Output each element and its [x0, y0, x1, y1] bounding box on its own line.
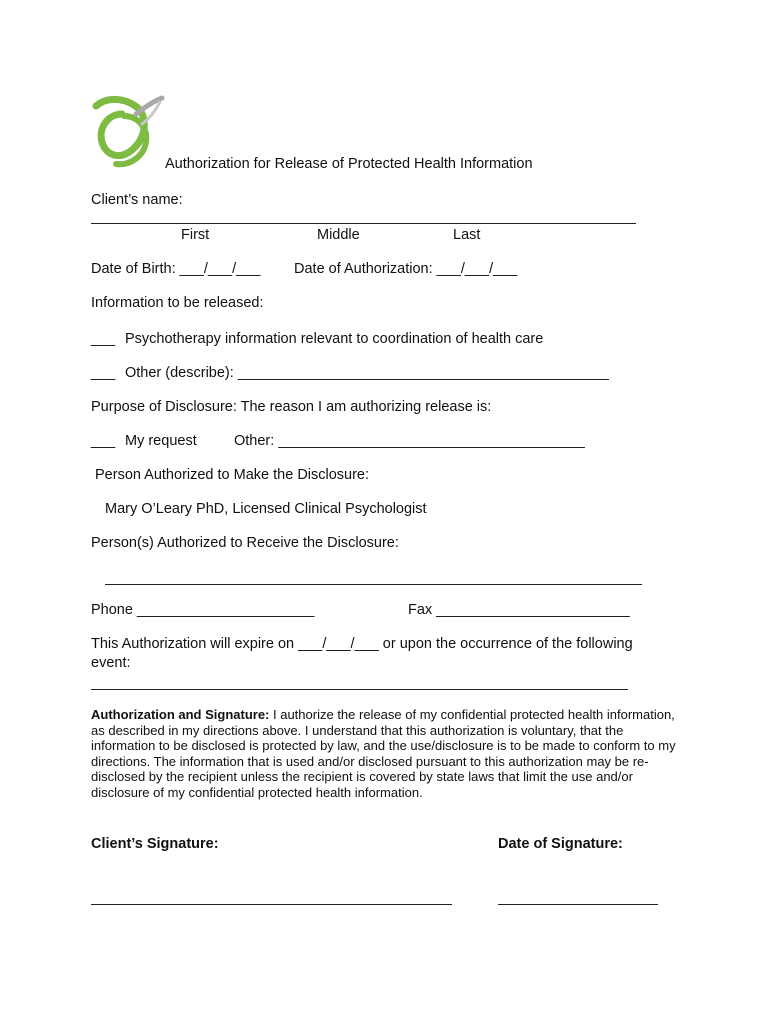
name-middle-label: Middle	[317, 227, 360, 243]
purpose-label: Purpose of Disclosure: The reason I am authorizing release is:	[91, 399, 492, 415]
practice-logo	[86, 94, 168, 172]
expire-text-line1[interactable]: This Authorization will expire on ___/___/___ or upon the occurrence of the following	[91, 636, 633, 652]
phone-field[interactable]: Phone ______________________	[91, 602, 315, 618]
my-request-label: My request	[125, 433, 197, 449]
authorization-text: I authorize the release of my confidential protected health information, as described in my directions above. I understand that this authorization is voluntary, that the information to be disclosed is protected by law, and the use/disclosure is to be made to conform to my directions. The information that is used and/or disclosed pursuant to this authorization may be re-disclosed by the recipient unless the recipient is covered by state laws that limit the use and/or disclosure of my confidential protected health information.	[91, 707, 676, 800]
other-purpose-field[interactable]: Other: ______________________________________	[234, 433, 585, 449]
form-title: Authorization for Release of Protected Health Information	[165, 156, 533, 172]
client-signature-line[interactable]	[91, 904, 452, 905]
name-last-label: Last	[453, 227, 481, 243]
psych-checkbox-blank[interactable]: ___	[91, 331, 116, 347]
person-make-value: Mary O’Leary PhD, Licensed Clinical Psychologist	[105, 501, 427, 517]
person-make-label: Person Authorized to Make the Disclosure:	[95, 467, 370, 483]
client-signature-label: Client’s Signature:	[91, 836, 219, 852]
client-name-label: Client’s name:	[91, 192, 183, 208]
other-describe-field[interactable]: Other (describe): ______________________________________________	[125, 365, 609, 381]
name-first-label: First	[181, 227, 210, 243]
psych-option-label: Psychotherapy information relevant to coordination of health care	[125, 331, 544, 347]
date-signature-label: Date of Signature:	[498, 836, 623, 852]
client-name-line[interactable]	[91, 223, 636, 224]
fax-field[interactable]: Fax ________________________	[408, 602, 630, 618]
authorization-heading: Authorization and Signature:	[91, 707, 270, 722]
dob-field[interactable]: Date of Birth: ___/___/___	[91, 261, 261, 277]
info-released-label: Information to be released:	[91, 295, 264, 311]
expire-event-line[interactable]	[91, 689, 628, 690]
authorization-paragraph	[91, 707, 681, 801]
other-checkbox-blank[interactable]: ___	[91, 365, 116, 381]
person-receive-line[interactable]	[105, 584, 642, 585]
expire-text-line2: event:	[91, 655, 131, 671]
auth-date-field[interactable]: Date of Authorization: ___/___/___	[294, 261, 518, 277]
my-request-checkbox-blank[interactable]: ___	[91, 433, 116, 449]
person-receive-label: Person(s) Authorized to Receive the Disclosure:	[91, 535, 399, 551]
date-signature-line[interactable]	[498, 904, 658, 905]
